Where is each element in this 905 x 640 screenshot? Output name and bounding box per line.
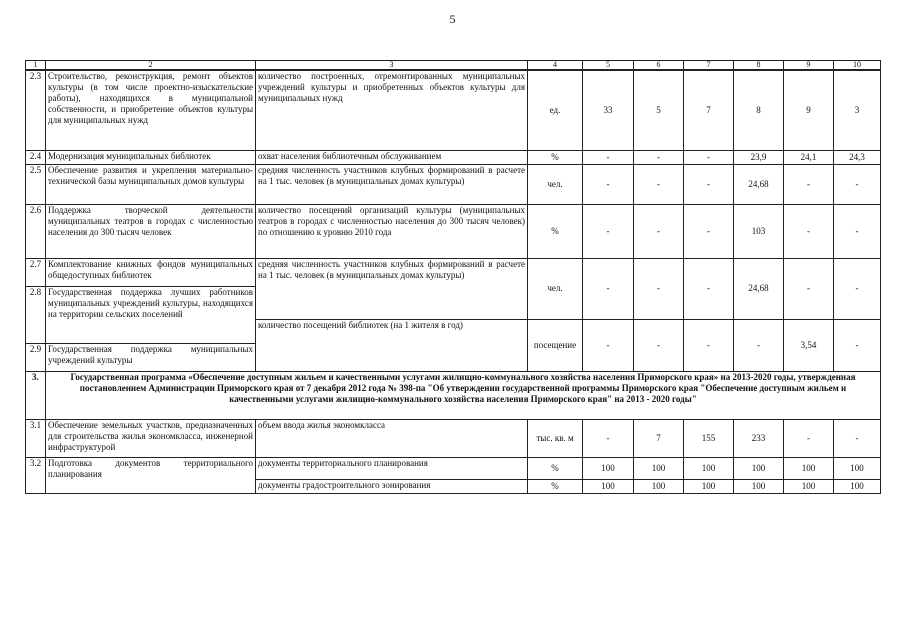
value-cell: - <box>634 258 684 319</box>
indicator-name: охват населения библиотечным обслуживанием <box>256 150 528 164</box>
row-number: 2.8 <box>26 286 46 343</box>
value-cell: 8 <box>734 70 784 150</box>
measure-name: Поддержка творческой деятельности муниципальных театров в городах с численностью населения до 300 тысяч человек <box>46 204 256 258</box>
value-cell: - <box>834 164 881 204</box>
value-cell: 100 <box>634 457 684 479</box>
value-cell: - <box>583 204 634 258</box>
header-cell: 1 <box>26 61 46 71</box>
row-number: 2.5 <box>26 164 46 204</box>
value-cell: - <box>784 204 834 258</box>
value-cell: - <box>583 419 634 457</box>
value-cell: 100 <box>734 479 784 493</box>
row-number: 2.7 <box>26 258 46 286</box>
value-cell: - <box>634 319 684 371</box>
indicator-name: количество посещений библиотек (на 1 жителя в год) <box>256 319 528 371</box>
unit-cell: % <box>528 457 583 479</box>
value-cell: 3 <box>834 70 881 150</box>
value-cell: 24,68 <box>734 258 784 319</box>
value-cell: 155 <box>684 419 734 457</box>
measure-name: Модернизация муниципальных библиотек <box>46 150 256 164</box>
value-cell: 100 <box>784 457 834 479</box>
header-cell: 9 <box>784 61 834 71</box>
header-cell: 8 <box>734 61 784 71</box>
measure-name: Подготовка документов территориального планирования <box>46 457 256 493</box>
row-number: 2.3 <box>26 70 46 150</box>
value-cell: 100 <box>583 479 634 493</box>
measure-name: Обеспечение развития и укрепления материально-технической базы муниципальных домов культуры <box>46 164 256 204</box>
value-cell: - <box>734 319 784 371</box>
measure-name: Государственная поддержка муниципальных учреждений культуры <box>46 343 256 371</box>
value-cell: 24,68 <box>734 164 784 204</box>
row-number: 3.2 <box>26 457 46 493</box>
header-row <box>26 61 881 71</box>
value-cell: - <box>583 150 634 164</box>
row-number: 2.9 <box>26 343 46 371</box>
value-cell: - <box>684 204 734 258</box>
value-cell: - <box>583 164 634 204</box>
unit-cell: % <box>528 204 583 258</box>
measure-name: Строительство, реконструкция, ремонт объектов культуры (в том числе проектно-изыскательские работы), находящихся в муниципальной собственности, и приобретение объектов культуры для муниципальных нужд <box>46 70 256 150</box>
value-cell: - <box>834 258 881 319</box>
value-cell: - <box>834 419 881 457</box>
table-row <box>26 419 881 457</box>
value-cell: 3,54 <box>784 319 834 371</box>
header-cell: 7 <box>684 61 734 71</box>
table-row <box>26 457 881 479</box>
page-number: 5 <box>449 12 456 26</box>
value-cell: - <box>784 419 834 457</box>
value-cell: - <box>834 204 881 258</box>
value-cell: 100 <box>684 457 734 479</box>
table-row <box>26 164 881 204</box>
unit-cell: посещение <box>528 319 583 371</box>
unit-cell: % <box>528 150 583 164</box>
measure-name: Государственная поддержка лучших работников муниципальных учреждений культуры, находящихся на территории сельских поселений <box>46 286 256 343</box>
value-cell: 103 <box>734 204 784 258</box>
value-cell: - <box>684 319 734 371</box>
section-number: 3. <box>26 371 46 419</box>
value-cell: 100 <box>734 457 784 479</box>
indicator-name: средняя численность участников клубных формирований в расчете на 1 тыс. человек (в муниципальных домах культуры) <box>256 258 528 319</box>
indicator-name: средняя численность участников клубных формирований в расчете на 1 тыс. человек (в муниципальных домах культуры) <box>256 164 528 204</box>
value-cell: 7 <box>634 419 684 457</box>
value-cell: - <box>834 319 881 371</box>
header-cell: 5 <box>583 61 634 71</box>
row-number: 2.6 <box>26 204 46 258</box>
unit-cell: тыс. кв. м <box>528 419 583 457</box>
header-cell: 2 <box>46 61 256 71</box>
value-cell: - <box>634 150 684 164</box>
value-cell: - <box>634 164 684 204</box>
value-cell: - <box>684 258 734 319</box>
value-cell: - <box>684 164 734 204</box>
measure-name: Обеспечение земельных участков, предназначенных для строительства жилья экономкласса, инженерной инфраструктурой <box>46 419 256 457</box>
value-cell: 100 <box>684 479 734 493</box>
value-cell: 7 <box>684 70 734 150</box>
value-cell: - <box>784 164 834 204</box>
value-cell: 24,1 <box>784 150 834 164</box>
indicator-name: количество построенных, отремонтированных муниципальных учреждений культуры и приобретенных объектов культуры для муниципальных нужд <box>256 70 528 150</box>
value-cell: - <box>583 258 634 319</box>
value-cell: 5 <box>634 70 684 150</box>
unit-cell: % <box>528 479 583 493</box>
value-cell: - <box>784 258 834 319</box>
header-cell: 6 <box>634 61 684 71</box>
value-cell: 24,3 <box>834 150 881 164</box>
header-cell: 3 <box>256 61 528 71</box>
table-row <box>26 258 881 286</box>
value-cell: - <box>684 150 734 164</box>
section-row <box>26 371 881 419</box>
value-cell: 100 <box>834 479 881 493</box>
value-cell: 100 <box>634 479 684 493</box>
indicator-name: количество посещений организаций культуры (муниципальных театров в городах с численностью населения до 300 тысяч человек) по отношению к уровню 2010 года <box>256 204 528 258</box>
table-row <box>26 70 881 150</box>
measure-name: Комплектование книжных фондов муниципальных общедоступных библиотек <box>46 258 256 286</box>
unit-cell: чел. <box>528 258 583 319</box>
header-cell: 10 <box>834 61 881 71</box>
unit-cell: чел. <box>528 164 583 204</box>
value-cell: - <box>634 204 684 258</box>
value-cell: - <box>583 319 634 371</box>
table-row <box>26 150 881 164</box>
section-title: Государственная программа «Обеспечение доступным жильем и качественными услугами жилищно-коммунального хозяйства населения Приморского края» на 2013-2020 годы, утвержденная постановлением Администрации Приморского края от 7 декабря 2012 года № 398-па "Об утверждении государственной программы Приморского края "Обеспечение доступным жильем и качественными услугами жилищно-коммунального хозяйства населения Приморского края" на 2013 - 2020 годы" <box>46 371 881 419</box>
header-cell: 4 <box>528 61 583 71</box>
row-number: 2.4 <box>26 150 46 164</box>
value-cell: 233 <box>734 419 784 457</box>
value-cell: 23,9 <box>734 150 784 164</box>
value-cell: 100 <box>583 457 634 479</box>
value-cell: 100 <box>834 457 881 479</box>
table-row <box>26 204 881 258</box>
indicators-table <box>25 60 881 494</box>
value-cell: 9 <box>784 70 834 150</box>
value-cell: 33 <box>583 70 634 150</box>
indicator-name: документы градостроительного зонирования <box>256 479 528 493</box>
unit-cell: ед. <box>528 70 583 150</box>
indicator-name: документы территориального планирования <box>256 457 528 479</box>
indicator-name: объем ввода жилья экономкласса <box>256 419 528 457</box>
value-cell: 100 <box>784 479 834 493</box>
row-number: 3.1 <box>26 419 46 457</box>
